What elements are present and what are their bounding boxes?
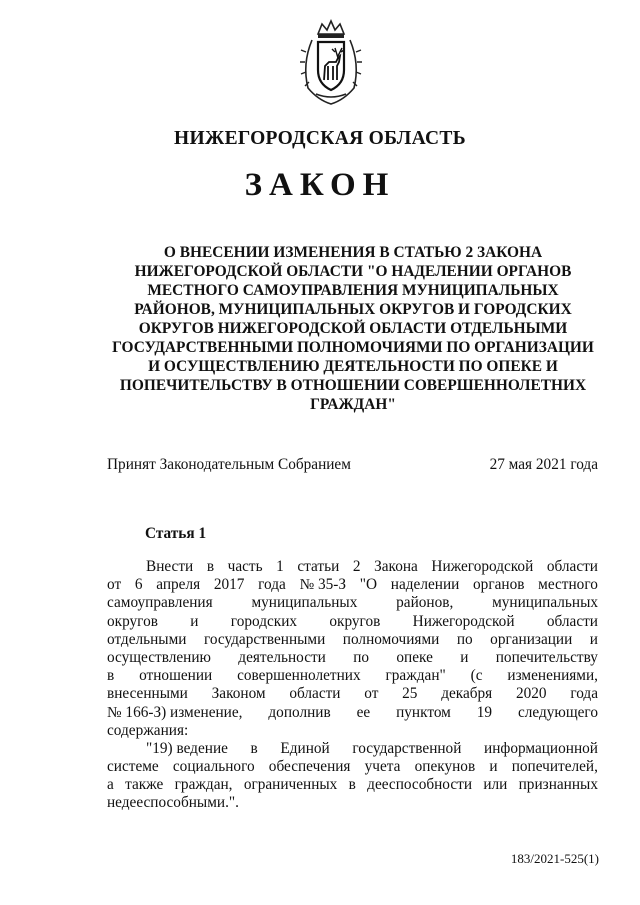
document-type-heading: ЗАКОН <box>244 167 396 203</box>
law-title <box>105 243 601 414</box>
body-word: социального <box>172 758 255 776</box>
body-word: от <box>364 685 379 703</box>
body-word: 1 <box>276 558 284 575</box>
body-word: области <box>289 685 341 703</box>
body-word: статьи <box>297 558 340 575</box>
body-word: или <box>483 776 508 794</box>
body-word: и <box>190 612 199 630</box>
body-word: информационной <box>484 739 598 757</box>
body-line <box>107 758 598 776</box>
body-word: обеспечения <box>268 758 351 776</box>
body-word: Закона <box>374 558 418 575</box>
body-word: организации <box>490 630 573 648</box>
body-word: Законом <box>211 685 266 703</box>
body-line <box>107 740 598 758</box>
body-word: осуществлению <box>107 648 211 666</box>
body-word: наделении <box>390 576 460 594</box>
body-line <box>107 685 598 703</box>
body-word: декабря <box>441 685 493 703</box>
body-word: "19) ведение <box>146 739 228 757</box>
body-word: 19 <box>476 703 493 721</box>
body-word: 25 <box>402 685 418 703</box>
body-word: дееспособности <box>367 776 473 794</box>
adoption-date: 27 мая 2021 года <box>489 456 598 473</box>
body-word: муниципальных <box>492 594 598 612</box>
body-word: опеке <box>396 648 433 666</box>
body-word: ограниченных <box>243 776 338 794</box>
body-word: деятельности <box>238 648 326 666</box>
body-word: внесенными <box>107 685 188 703</box>
body-line <box>107 649 598 667</box>
title-line: ПОПЕЧИТЕЛЬСТВУ В ОТНОШЕНИИ СОВЕРШЕННОЛЕТНИХ <box>119 377 587 394</box>
body-line <box>107 704 598 722</box>
body-word: (с <box>470 667 483 685</box>
body-word: в <box>348 776 356 794</box>
body-word: в <box>206 558 215 575</box>
title-line: О ВНЕСЕНИИ ИЗМЕНЕНИЯ В СТАТЬЮ 2 ЗАКОНА <box>163 244 543 261</box>
body-word: пунктом <box>396 703 451 721</box>
body-word: отношении <box>139 667 213 685</box>
body-word: № 35-З <box>299 576 347 594</box>
body-word: и <box>489 758 498 776</box>
body-line <box>107 576 598 594</box>
body-word: Нижегородской <box>412 612 515 630</box>
body-word: округов <box>107 612 158 630</box>
body-word: по <box>353 648 370 666</box>
title-line: НИЖЕГОРОДСКОЙ ОБЛАСТИ "О НАДЕЛЕНИИ ОРГАНОВ <box>134 263 572 280</box>
adoption-label: Принят Законодательным Собранием <box>107 456 351 473</box>
body-line <box>107 613 598 631</box>
body-word: городских <box>230 612 298 630</box>
body-word: опекунов <box>414 758 476 776</box>
body-word: года <box>570 685 598 703</box>
body-word: "О <box>359 576 378 594</box>
body-word: граждан" <box>385 667 446 685</box>
body-word: Внести <box>146 558 194 575</box>
article-body <box>107 558 598 813</box>
body-word: от <box>107 576 122 594</box>
body-word: ее <box>356 703 371 721</box>
body-word: отдельными <box>107 630 187 648</box>
body-word: 6 <box>134 576 143 594</box>
body-word: и <box>589 630 598 648</box>
title-line: МЕСТНОГО САМОУПРАВЛЕНИЯ МУНИЦИПАЛЬНЫХ <box>147 282 559 299</box>
body-word: в <box>107 667 115 685</box>
body-word: попечительству <box>495 648 598 666</box>
body-word: районов, <box>396 594 454 612</box>
body-word: апреля <box>156 576 201 594</box>
body-word: года <box>258 576 286 594</box>
body-word: и <box>460 648 469 666</box>
body-word: государственной <box>352 739 462 757</box>
body-word: совершеннолетних <box>237 667 361 685</box>
body-word: изменениями, <box>507 667 598 685</box>
title-line: РАЙОНОВ, МУНИЦИПАЛЬНЫХ ОКРУГОВ И ГОРОДСКИХ <box>134 301 572 318</box>
body-word: государственными <box>203 630 326 648</box>
body-word: 2020 <box>515 685 547 703</box>
body-word: следующего <box>517 703 598 721</box>
title-line: ГРАЖДАН" <box>310 396 396 413</box>
article-heading: Статья 1 <box>145 525 207 542</box>
body-line <box>107 794 598 812</box>
body-word: а <box>107 776 114 794</box>
body-word: 2017 <box>213 576 245 594</box>
body-word: Единой <box>280 739 330 757</box>
body-word: часть <box>227 558 263 575</box>
body-word: органов <box>473 576 525 594</box>
coat-of-arms-icon <box>296 18 366 106</box>
body-word: признанных <box>518 776 598 794</box>
title-line: ГОСУДАРСТВЕННЫМИ ПОЛНОМОЧИЯМИ ПО ОРГАНИЗАЦИИ <box>112 339 594 356</box>
body-word: по <box>456 630 473 648</box>
body-line <box>107 776 598 794</box>
body-word: № 166-З) изменение, <box>107 703 243 721</box>
body-line <box>107 631 598 649</box>
document-number: 183/2021-525(1) <box>510 851 599 866</box>
body-word: области <box>546 612 598 630</box>
body-word: учета <box>364 758 401 776</box>
body-word: также <box>125 776 164 794</box>
body-word: местного <box>538 576 598 594</box>
title-line: И ОСУЩЕСТВЛЕНИЮ ДЕЯТЕЛЬНОСТИ ПО ОПЕКЕ И <box>148 358 558 375</box>
body-word: Нижегородской <box>431 558 534 575</box>
body-word: муниципальных <box>251 594 358 612</box>
body-word: содержания: <box>107 721 189 739</box>
body-word: округов <box>329 612 381 630</box>
body-line <box>107 722 598 740</box>
body-word: полномочиями <box>342 630 440 648</box>
title-line: ОКРУГОВ НИЖЕГОРОДСКОЙ ОБЛАСТИ ОТДЕЛЬНЫМИ <box>138 320 568 337</box>
body-word: области <box>546 558 598 575</box>
body-word: дополнив <box>268 703 331 721</box>
body-word: самоуправления <box>107 594 213 612</box>
body-word: 2 <box>352 558 361 575</box>
body-line <box>107 594 598 612</box>
body-word: граждан, <box>174 776 233 794</box>
body-line <box>107 558 598 576</box>
body-word: в <box>250 739 258 757</box>
body-word: недееспособными.". <box>107 794 239 812</box>
body-word: попечителей, <box>511 758 598 776</box>
region-name: НИЖЕГОРОДСКАЯ ОБЛАСТЬ <box>174 128 466 149</box>
body-line <box>107 667 598 685</box>
body-word: системе <box>107 758 159 776</box>
adoption-row <box>107 456 598 474</box>
